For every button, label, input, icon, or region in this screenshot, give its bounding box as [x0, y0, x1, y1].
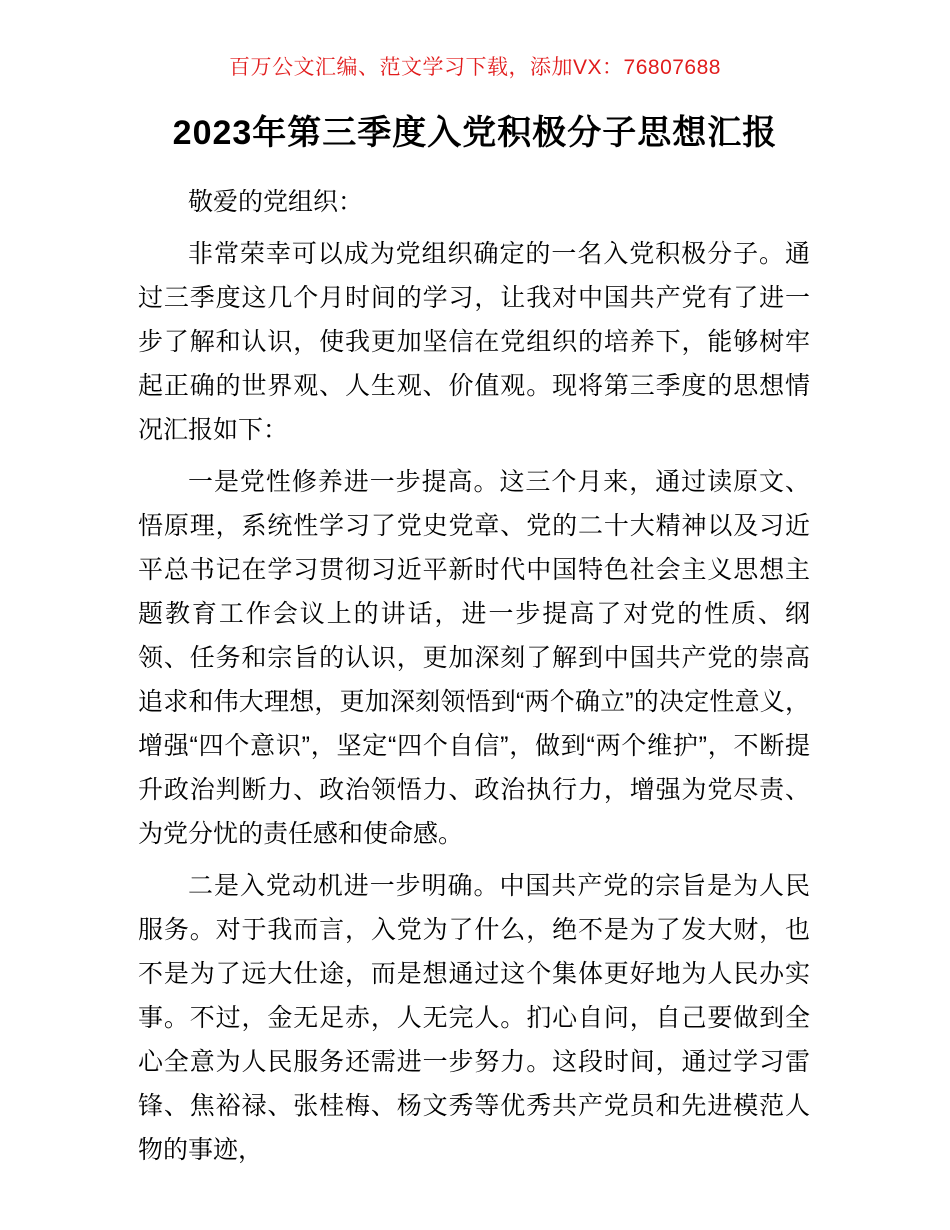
document-body: [138, 180, 810, 1172]
paragraph-point-one: 一是党性修养进一步提高。这三个月来，通过读原文、悟原理，系统性学习了党史党章、党的二十大精神以及习近平总书记在学习贯彻习近平新时代中国特色社会主义思想主题教育工作会议上的讲话，进一步提高了对党的性质、纲领、任务和宗旨的认识，更加深刻了解到中国共产党的崇高追求和伟大理想，更加深刻领悟到“两个确立”的决定性意义，增强“四个意识”，坚定“四个自信”，做到“两个维护”，不断提升政治判断力、政治领悟力、政治执行力，增强为党尽责、为党分忧的责任感和使命感。: [138, 468, 810, 848]
paragraph-point-two: 二是入党动机进一步明确。中国共产党的宗旨是为人民服务。对于我而言，入党为了什么，绝不是为了发大财，也不是为了远大仕途，而是想通过这个集体更好地为人民办实事。不过，金无足赤，人无完人。扪心自问，自己要做到全心全意为人民服务还需进一步努力。这段时间，通过学习雷锋、焦裕禄、张桂梅、杨文秀等优秀共产党员和先进模范人物的事迹，: [138, 872, 810, 1164]
salutation: 敬爱的党组织：: [188, 188, 364, 216]
promo-watermark-text: 百万公文汇编、范文学习下载，添加VX：76807688: [229, 56, 721, 79]
paragraph-intro: 非常荣幸可以成为党组织确定的一名入党积极分子。通过三季度这几个月时间的学习，让我对中国共产党有了进一步了解和认识，使我更加坚信在党组织的培养下，能够树牢起正确的世界观、人生观、价值观。现将第三季度的思想情况汇报如下：: [138, 240, 810, 444]
document-title: 2023年第三季度入党积极分子思想汇报: [172, 114, 778, 152]
